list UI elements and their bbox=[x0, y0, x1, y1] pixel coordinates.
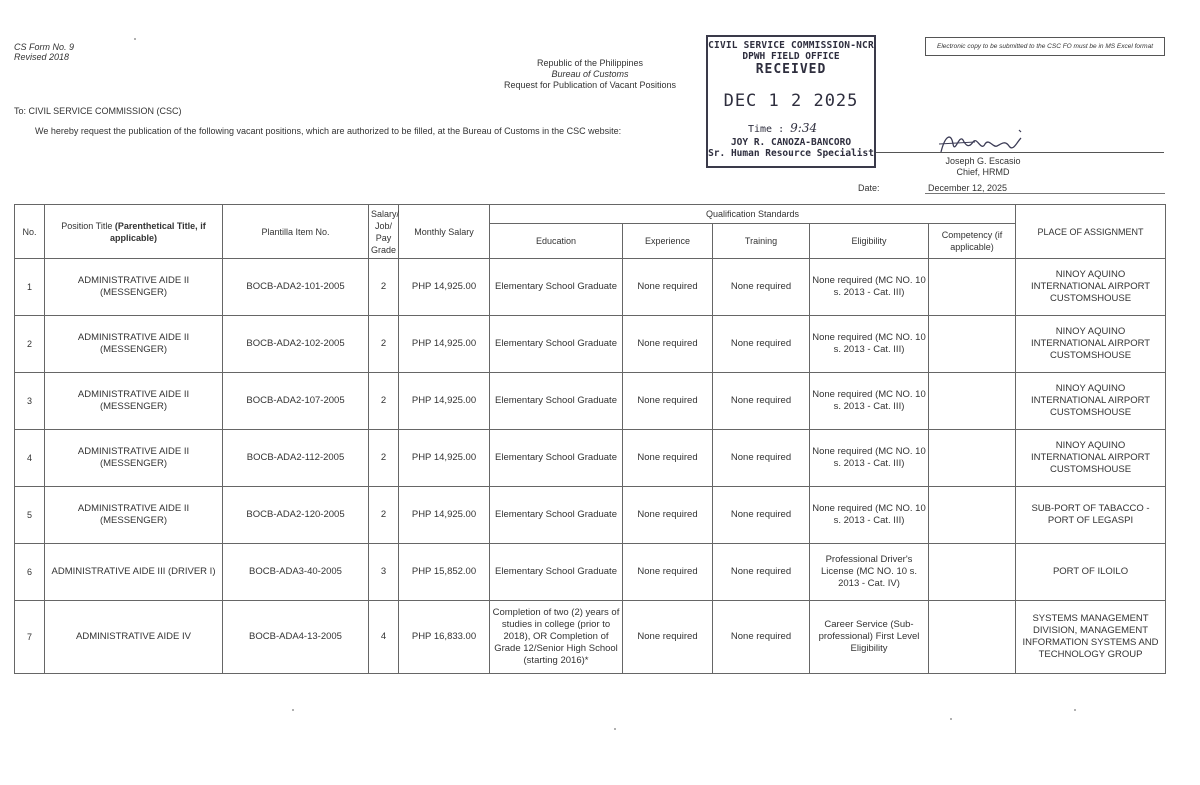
cell-no: 2 bbox=[15, 316, 45, 373]
cell-salary: PHP 14,925.00 bbox=[399, 259, 490, 316]
signatory-name: Joseph G. Escasio bbox=[945, 156, 1021, 166]
cell-training: None required bbox=[713, 544, 810, 601]
scan-speck bbox=[292, 709, 294, 711]
cell-grade: 2 bbox=[369, 487, 399, 544]
cell-salary: PHP 14,925.00 bbox=[399, 373, 490, 430]
table-body bbox=[15, 259, 1166, 674]
signature-scribble bbox=[935, 126, 1045, 160]
cell-salary: PHP 16,833.00 bbox=[399, 601, 490, 674]
header-eligibility: Eligibility bbox=[810, 224, 929, 259]
cell-grade: 3 bbox=[369, 544, 399, 601]
cell-position: ADMINISTRATIVE AIDE II (MESSENGER) bbox=[45, 430, 223, 487]
stamp-receiver: JOY R. CANOZA-BANCORO bbox=[730, 137, 852, 148]
cell-education: Elementary School Graduate bbox=[490, 259, 623, 316]
cell-training: None required bbox=[713, 373, 810, 430]
cell-place: NINOY AQUINO INTERNATIONAL AIRPORT CUSTOMSHOUSE bbox=[1016, 373, 1166, 430]
excel-notice: Electronic copy to be submitted to the CSC FO must be in MS Excel format bbox=[925, 37, 1165, 56]
cell-eligibility: None required (MC NO. 10 s. 2013 - Cat. III) bbox=[810, 487, 929, 544]
cell-education: Elementary School Graduate bbox=[490, 430, 623, 487]
received-stamp bbox=[706, 35, 876, 168]
table-row bbox=[15, 316, 1166, 373]
cell-competency bbox=[929, 430, 1016, 487]
cell-competency bbox=[929, 373, 1016, 430]
addressee-line: To: CIVIL SERVICE COMMISSION (CSC) bbox=[14, 106, 182, 116]
cell-education: Elementary School Graduate bbox=[490, 544, 623, 601]
cell-place: NINOY AQUINO INTERNATIONAL AIRPORT CUSTOMSHOUSE bbox=[1016, 259, 1166, 316]
header-competency: Competency (if applicable) bbox=[929, 224, 1016, 259]
table-row bbox=[15, 544, 1166, 601]
form-revised-label: Revised 2018 bbox=[14, 52, 70, 62]
cell-grade: 2 bbox=[369, 316, 399, 373]
date-underline bbox=[925, 193, 1165, 194]
cell-place: SYSTEMS MANAGEMENT DIVISION, MANAGEMENT INFORMATION SYSTEMS AND TECHNOLOGY GROUP bbox=[1016, 601, 1166, 674]
stamp-agency: CIVIL SERVICE COMMISSION-NCR bbox=[708, 40, 874, 51]
cell-education: Elementary School Graduate bbox=[490, 316, 623, 373]
cell-plantilla: BOCB-ADA2-120-2005 bbox=[223, 487, 369, 544]
cell-competency bbox=[929, 544, 1016, 601]
cell-position: ADMINISTRATIVE AIDE II (MESSENGER) bbox=[45, 373, 223, 430]
cell-experience: None required bbox=[623, 259, 713, 316]
stamp-receiver-position: Sr. Human Resource Specialist bbox=[708, 148, 874, 159]
document-header bbox=[440, 58, 740, 91]
cell-salary: PHP 14,925.00 bbox=[399, 487, 490, 544]
cell-place: SUB-PORT OF TABACCO - PORT OF LEGASPI bbox=[1016, 487, 1166, 544]
scan-speck bbox=[134, 38, 136, 40]
cell-eligibility: None required (MC NO. 10 s. 2013 - Cat. III) bbox=[810, 373, 929, 430]
cell-competency bbox=[929, 487, 1016, 544]
cell-plantilla: BOCB-ADA3-40-2005 bbox=[223, 544, 369, 601]
cell-no: 5 bbox=[15, 487, 45, 544]
signature-line bbox=[876, 152, 1164, 153]
request-statement: We hereby request the publication of the following vacant positions, which are authorized to be filled, at the Bureau of Customs in the CSC website: bbox=[35, 126, 622, 136]
table-row bbox=[15, 487, 1166, 544]
cell-no: 7 bbox=[15, 601, 45, 674]
cell-plantilla: BOCB-ADA2-112-2005 bbox=[223, 430, 369, 487]
table-row bbox=[15, 373, 1166, 430]
cell-place: NINOY AQUINO INTERNATIONAL AIRPORT CUSTOMSHOUSE bbox=[1016, 316, 1166, 373]
cell-training: None required bbox=[713, 487, 810, 544]
cell-no: 3 bbox=[15, 373, 45, 430]
cell-plantilla: BOCB-ADA2-102-2005 bbox=[223, 316, 369, 373]
header-salary-grade: Salary/ Job/ Pay Grade bbox=[369, 205, 399, 259]
date-label: Date: bbox=[858, 183, 880, 193]
header-position-parenthetical: (Parenthetical Title, if applicable) bbox=[109, 220, 206, 243]
cell-salary: PHP 14,925.00 bbox=[399, 316, 490, 373]
cell-grade: 2 bbox=[369, 259, 399, 316]
stamp-time-value: 9:34 bbox=[790, 121, 818, 135]
cell-place: PORT OF ILOILO bbox=[1016, 544, 1166, 601]
cell-position: ADMINISTRATIVE AIDE II (MESSENGER) bbox=[45, 487, 223, 544]
cell-grade: 2 bbox=[369, 373, 399, 430]
cell-eligibility: None required (MC NO. 10 s. 2013 - Cat. III) bbox=[810, 316, 929, 373]
header-no: No. bbox=[15, 205, 45, 259]
cell-plantilla: BOCB-ADA2-101-2005 bbox=[223, 259, 369, 316]
vacant-positions-table bbox=[14, 204, 1166, 674]
cell-no: 1 bbox=[15, 259, 45, 316]
cell-training: None required bbox=[713, 601, 810, 674]
cell-grade: 4 bbox=[369, 601, 399, 674]
form-no-label: CS Form No. 9 bbox=[14, 42, 75, 52]
stamp-time-label: Time : bbox=[748, 124, 785, 135]
cell-training: None required bbox=[713, 316, 810, 373]
stamp-date: DEC 1 2 2025 bbox=[723, 91, 859, 111]
cell-eligibility: None required (MC NO. 10 s. 2013 - Cat. III) bbox=[810, 430, 929, 487]
header-position-main: Position Title bbox=[61, 220, 115, 231]
cell-position: ADMINISTRATIVE AIDE II (MESSENGER) bbox=[45, 316, 223, 373]
stamp-office: DPWH FIELD OFFICE bbox=[742, 51, 840, 62]
cell-education: Completion of two (2) years of studies in college (prior to 2018), OR Completion of Grade 12/Senior High School (starting 2016)* bbox=[490, 601, 623, 674]
cell-grade: 2 bbox=[369, 430, 399, 487]
cell-plantilla: BOCB-ADA2-107-2005 bbox=[223, 373, 369, 430]
cell-position: ADMINISTRATIVE AIDE IV bbox=[45, 601, 223, 674]
header-training: Training bbox=[713, 224, 810, 259]
cell-competency bbox=[929, 601, 1016, 674]
scan-speck bbox=[950, 718, 952, 720]
table-row bbox=[15, 259, 1166, 316]
republic-line: Republic of the Philippines bbox=[536, 58, 644, 68]
cell-education: Elementary School Graduate bbox=[490, 373, 623, 430]
cell-position: ADMINISTRATIVE AIDE III (DRIVER I) bbox=[45, 544, 223, 601]
cell-no: 4 bbox=[15, 430, 45, 487]
cell-salary: PHP 14,925.00 bbox=[399, 430, 490, 487]
cell-education: Elementary School Graduate bbox=[490, 487, 623, 544]
header-place: PLACE OF ASSIGNMENT bbox=[1016, 205, 1166, 259]
cell-competency bbox=[929, 316, 1016, 373]
header-qualification: Qualification Standards bbox=[490, 205, 1016, 224]
table-row bbox=[15, 430, 1166, 487]
stamp-received: RECEIVED bbox=[755, 62, 827, 77]
form-number bbox=[14, 42, 74, 62]
cell-plantilla: BOCB-ADA4-13-2005 bbox=[223, 601, 369, 674]
header-monthly-salary: Monthly Salary bbox=[399, 205, 490, 259]
cell-position: ADMINISTRATIVE AIDE II (MESSENGER) bbox=[45, 259, 223, 316]
signatory-block bbox=[928, 156, 1038, 178]
cell-salary: PHP 15,852.00 bbox=[399, 544, 490, 601]
cell-competency bbox=[929, 259, 1016, 316]
signatory-title: Chief, HRMD bbox=[956, 167, 1010, 177]
cell-experience: None required bbox=[623, 430, 713, 487]
cell-eligibility: Professional Driver's License (MC NO. 10 s. 2013 - Cat. IV) bbox=[810, 544, 929, 601]
date-value: December 12, 2025 bbox=[928, 183, 1008, 193]
cell-no: 6 bbox=[15, 544, 45, 601]
cell-experience: None required bbox=[623, 487, 713, 544]
cell-experience: None required bbox=[623, 316, 713, 373]
table-row bbox=[15, 601, 1166, 674]
cell-training: None required bbox=[713, 430, 810, 487]
cell-eligibility: Career Service (Sub-professional) First Level Eligibility bbox=[810, 601, 929, 674]
cell-training: None required bbox=[713, 259, 810, 316]
scan-speck bbox=[614, 728, 616, 730]
header-experience: Experience bbox=[623, 224, 713, 259]
header-education: Education bbox=[490, 224, 623, 259]
cell-place: NINOY AQUINO INTERNATIONAL AIRPORT CUSTOMSHOUSE bbox=[1016, 430, 1166, 487]
header-plantilla: Plantilla Item No. bbox=[223, 205, 369, 259]
request-title: Request for Publication of Vacant Positions bbox=[504, 80, 676, 90]
cell-eligibility: None required (MC NO. 10 s. 2013 - Cat. III) bbox=[810, 259, 929, 316]
scan-speck bbox=[1074, 709, 1076, 711]
cell-experience: None required bbox=[623, 601, 713, 674]
header-position bbox=[45, 205, 223, 259]
stamp-time bbox=[708, 121, 874, 135]
bureau-line: Bureau of Customs bbox=[551, 69, 629, 79]
cell-experience: None required bbox=[623, 373, 713, 430]
cell-experience: None required bbox=[623, 544, 713, 601]
